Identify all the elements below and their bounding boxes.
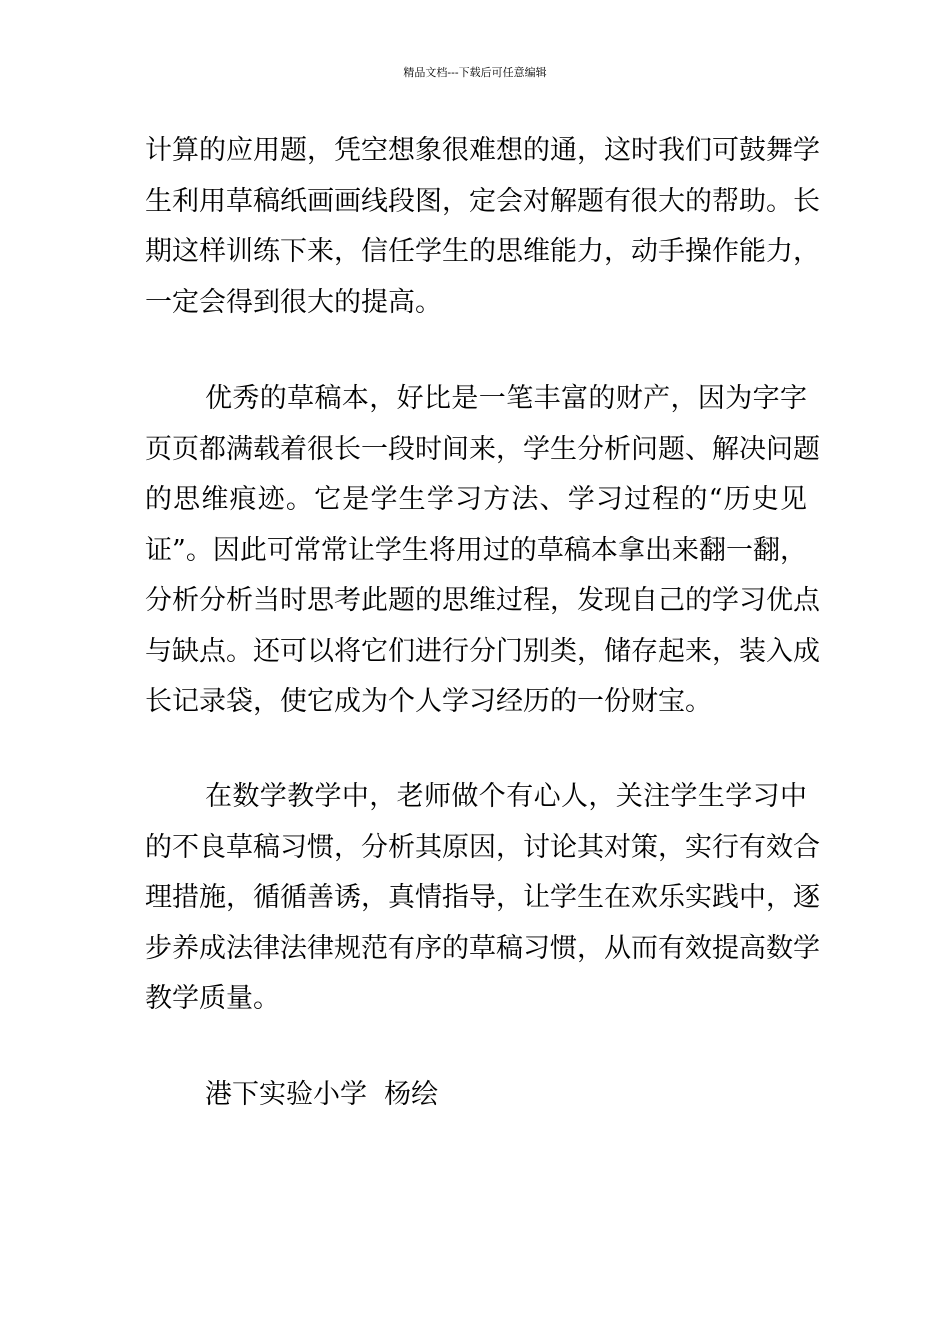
paragraph-line: 教学质量。 bbox=[145, 983, 280, 1014]
paragraph-line: 页页都满载着很长一段时间来，学生分析问题、解决问题 bbox=[145, 433, 820, 465]
paragraph-line: 在数学教学中，老师做个有心人，关注学生学习中 bbox=[205, 781, 807, 812]
paragraph-line: 生利用草稿纸画画线段图，定会对解题有很大的帮助。长 bbox=[145, 185, 820, 217]
paragraph-line: 与缺点。还可以将它们进行分门别类，储存起来，装入成 bbox=[145, 635, 820, 667]
paragraph-3 bbox=[145, 772, 820, 1025]
signature: 港下实验小学 杨绘 bbox=[205, 1079, 439, 1110]
paragraph-line: 长记录袋，使它成为个人学习经历的一份财宝。 bbox=[145, 686, 712, 717]
paragraph-2 bbox=[145, 374, 820, 728]
paragraph-line: 证”。因此可常常让学生将用过的草稿本拿出来翻一翻， bbox=[145, 534, 807, 566]
paragraph-line: 分析分析当时思考此题的思维过程，发现自己的学习优点 bbox=[145, 585, 820, 616]
paragraph-line: 计算的应用题，凭空想象很难想的通，这时我们可鼓舞学 bbox=[145, 135, 820, 166]
paragraph-line: 期这样训练下来，信任学生的思维能力，动手操作能力， bbox=[145, 236, 820, 267]
paragraph-line: 优秀的草稿本，好比是一笔丰富的财产，因为字字 bbox=[205, 383, 807, 414]
page-header: 精品文档---下载后可任意编辑 bbox=[403, 66, 547, 79]
paragraph-line: 步养成法律法律规范有序的草稿习惯，从而有效提高数学 bbox=[145, 932, 820, 964]
paragraph-line: 的不良草稿习惯，分析其原因，讨论其对策，实行有效合 bbox=[145, 831, 820, 863]
paragraph-line: 理措施，循循善诱，真情指导，让学生在欢乐实践中，逐 bbox=[145, 882, 820, 913]
paragraph-line: 的思维痕迹。它是学生学习方法、学习过程的“历史见 bbox=[145, 484, 807, 515]
paragraph-1 bbox=[145, 126, 820, 328]
paragraph-line: 一定会得到很大的提高。 bbox=[145, 286, 442, 318]
